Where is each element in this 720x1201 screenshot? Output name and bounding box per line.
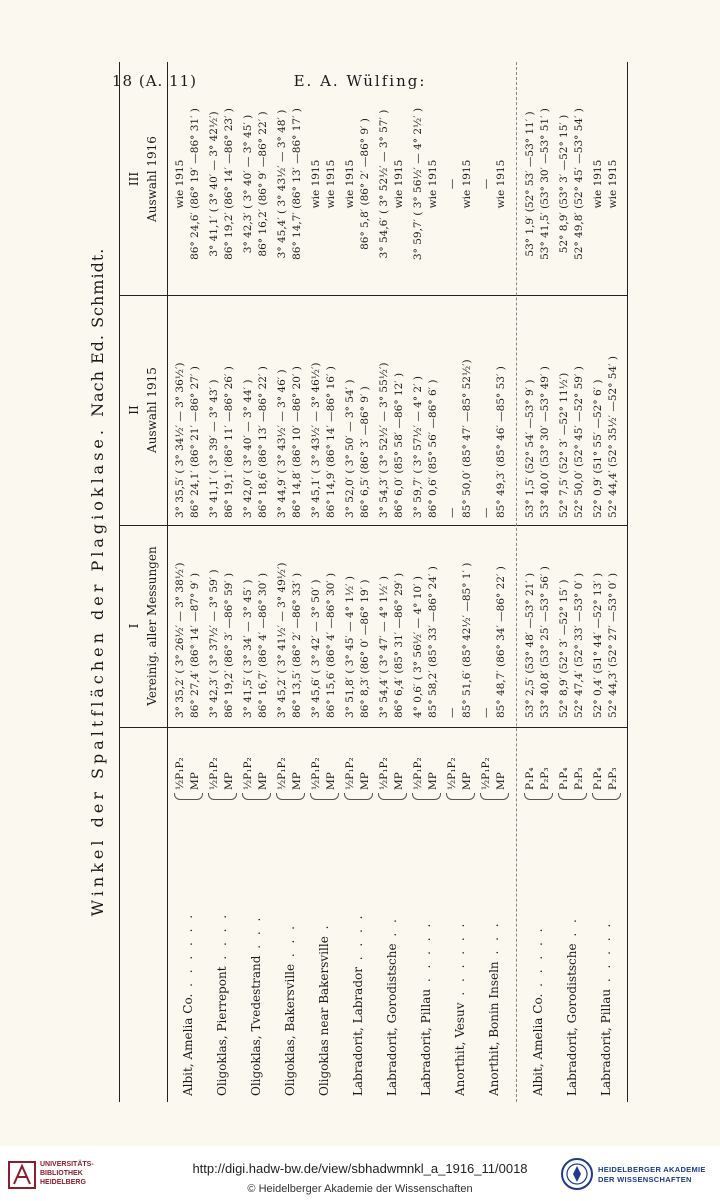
rule-bottom [627, 62, 628, 1102]
value-2: wie 1915 [325, 159, 337, 209]
value-2: 86° 24,1′ (86° 21′ —86° 27′ ) [189, 366, 201, 518]
mineral-name [411, 798, 441, 1096]
mineral-name [241, 798, 271, 1096]
face-index-1: ½P₁P₂ [412, 757, 424, 790]
face-index [479, 730, 509, 790]
mineral-name [343, 798, 373, 1096]
value-1: wie 1915 [344, 159, 356, 209]
value-1: 3° 44,9′ ( 3° 43½′ — 3° 46′ ) [276, 369, 288, 518]
cell-auswahl-1915 [591, 338, 621, 518]
value-2: 86° 14,9′ (86° 14′ —86° 16′ ) [325, 366, 337, 518]
cell-all-measurements [523, 538, 553, 718]
value-1: — [480, 507, 492, 518]
copyright-notice: © Heidelberger Akademie der Wissenschaften [247, 1183, 473, 1195]
value-2: 53° 41,5′ (53° 30′ —53° 51′ ) [539, 108, 551, 260]
value-2: 52° 47,4′ (52° 33′ —53° 0′ ) [573, 572, 585, 718]
mineral-label: Labradorit, Pillau [599, 988, 613, 1096]
face-index-1: P₁P₄ [524, 767, 536, 790]
value-2: 85° 49,3′ (85° 46′ —85° 53′ ) [495, 366, 507, 518]
cell-all-measurements [411, 538, 441, 718]
mineral-name [173, 798, 203, 1096]
value-1: 3° 59,7′ ( 3° 57½′ — 4° 2′ ) [412, 376, 424, 518]
value-2: 86° 19,1′ (86° 11′ —86° 26′ ) [223, 366, 235, 518]
col2-numeral: II [127, 405, 141, 415]
brace-icon [174, 793, 203, 800]
face-index-2: MP [359, 772, 371, 790]
face-index-1: ½P₁P₂ [242, 757, 254, 790]
value-1: 3° 45,6′ ( 3° 42′ — 3° 50′ ) [310, 579, 322, 718]
value-2: 86° 8,3′ (86° 0′ —86° 19′ ) [359, 579, 371, 718]
leader-dots: . . . [283, 923, 297, 964]
value-2: 52° 44,3′ (52° 27′ —53° 0′ ) [607, 572, 619, 718]
value-1: wie 1915 [592, 159, 604, 209]
value-1: 3° 59,7′ ( 3° 56½′ — 4° 2½′ ) [412, 107, 424, 261]
cell-all-measurements [343, 538, 373, 718]
value-1: 52° 7,5′ (52° 3′ —52° 11½′) [558, 372, 570, 518]
cell-all-measurements [173, 538, 203, 718]
value-2: 86° 6,4′ (85° 31′ —86° 29′ ) [393, 572, 405, 718]
cell-auswahl-1916 [241, 84, 271, 284]
cell-all-measurements [241, 538, 271, 718]
academy-wordmark [598, 1165, 706, 1185]
mineral-label: Albit, Amelia Co. [531, 993, 545, 1096]
face-index-2: MP [495, 772, 507, 790]
cell-auswahl-1916 [309, 84, 339, 284]
face-index [275, 730, 305, 790]
value-1: 52° 0,4′ (51° 44′ —52° 13′ ) [592, 572, 604, 718]
brace-icon [344, 793, 373, 800]
value-1: 3° 54,6′ ( 3° 52½′ — 3° 57′ ) [378, 109, 390, 259]
mineral-name [377, 798, 407, 1096]
cell-auswahl-1916 [173, 84, 203, 284]
leader-dots: . . [565, 916, 579, 944]
ub-line1: UNIVERSITÄTS- [40, 1161, 94, 1168]
mineral-label: Labradorit, Labrador [351, 967, 365, 1096]
brace-icon [558, 793, 587, 800]
value-2: 86° 5,8′ (86° 2′ —86° 9′ ) [359, 118, 371, 250]
cell-auswahl-1916 [591, 84, 621, 284]
cell-auswahl-1916 [479, 84, 509, 284]
value-2: 52° 49,8′ (52° 45′ —53° 54′ ) [573, 108, 585, 260]
face-index-1: ½P₁P₂ [276, 757, 288, 790]
table-row [343, 62, 373, 1102]
value-2: wie 1915 [427, 159, 439, 209]
value-2: 85° 50,0′ (85° 47′ —85° 52½′) [461, 359, 473, 518]
cell-auswahl-1916 [207, 84, 237, 284]
value-2: 85° 58,2′ (85° 33′ —86° 24′ ) [427, 566, 439, 718]
col3-header [125, 64, 161, 294]
face-index-1: ½P₁P₂ [208, 757, 220, 790]
face-index-1: ½P₁P₂ [446, 757, 458, 790]
mineral-label: Oligoklas, Bakersville [283, 963, 297, 1096]
cell-auswahl-1915 [309, 338, 339, 518]
running-head-author: E. A. Wülfing: [293, 72, 427, 90]
value-1: — [446, 178, 458, 190]
value-2: 86° 14,8′ (86° 10′ —86° 20′ ) [291, 366, 303, 518]
face-index-1: P₁P₄ [592, 767, 604, 790]
cell-auswahl-1916 [523, 84, 553, 284]
leader-dots: . . . . [351, 912, 365, 968]
value-2: 52° 50,0′ (52° 45′ —52° 59′ ) [573, 366, 585, 518]
mineral-name [309, 798, 339, 1096]
value-1: 3° 54,4′ ( 3° 47′ — 4° 1½′ ) [378, 576, 390, 718]
value-1: — [446, 507, 458, 518]
mineral-label: Labradorit, Gorodistsche [565, 943, 579, 1096]
value-2: 86° 13,5′ (86° 2′ —86° 33′ ) [291, 572, 303, 718]
face-index [309, 730, 339, 790]
leader-dots: . . . . . . [453, 920, 467, 1003]
value-2: 86° 24,6′ (86° 19′ —86° 31′ ) [189, 108, 201, 260]
face-index-1: P₁P₄ [558, 767, 570, 790]
face-index [411, 730, 441, 790]
cell-all-measurements [445, 538, 475, 718]
face-index [343, 730, 373, 790]
cell-auswahl-1916 [557, 84, 587, 284]
cell-auswahl-1915 [275, 338, 305, 518]
face-index [591, 730, 621, 790]
brace-icon [242, 793, 271, 800]
value-1: 53° 1,5′ (52° 54′ —53° 9′ ) [524, 379, 536, 518]
cell-auswahl-1915 [207, 338, 237, 518]
mineral-name [207, 798, 237, 1096]
leader-dots: . . . . . [419, 920, 433, 989]
cell-auswahl-1915 [173, 338, 203, 518]
cell-auswahl-1915 [377, 338, 407, 518]
value-1: 3° 41,1′ ( 3° 39′ — 3° 43′ ) [208, 379, 220, 518]
value-2: 53° 40,0′ (53° 30′ —53° 49′ ) [539, 366, 551, 518]
col1-label: Vereinig. aller Messungen [145, 546, 159, 706]
face-index-1: ½P₁P₂ [378, 757, 390, 790]
table-title-main: Winkel der Spaltflächen der Plagioklase. [88, 426, 107, 917]
value-2: 86° 6,0′ (85° 58′ —86° 12′ ) [393, 372, 405, 518]
cell-auswahl-1916 [445, 84, 475, 284]
value-1: 3° 41,1′ ( 3° 40′ — 3° 42½′) [208, 111, 220, 257]
face-index-2: MP [223, 772, 235, 790]
value-1: 3° 45,4′ ( 3° 43½′ — 3° 48′ ) [276, 109, 288, 259]
value-2: wie 1915 [607, 159, 619, 209]
mineral-name [591, 798, 621, 1096]
col2-header [125, 296, 161, 524]
table-row [309, 62, 339, 1102]
value-1: 53° 1,9′ (52° 53′ —53° 11′ ) [524, 111, 536, 257]
permalink-url[interactable]: http://digi.hadw-bw.de/view/sbhadwmnkl_a_1916_11/0018 [192, 1161, 528, 1176]
value-2: 85° 51,6′ (85° 42½′ —85° 1′ ) [461, 562, 473, 718]
leader-dots: . [317, 922, 331, 937]
mineral-name [557, 798, 587, 1096]
value-2: 86° 0,6′ (85° 56′ —86° 6′ ) [427, 379, 439, 518]
face-index-2: MP [427, 772, 439, 790]
face-index [377, 730, 407, 790]
cell-auswahl-1916 [275, 84, 305, 284]
brace-icon [310, 793, 339, 800]
leader-dots: . . . . . [599, 920, 613, 989]
cell-all-measurements [309, 538, 339, 718]
brace-icon [276, 793, 305, 800]
value-1: 52° 0,9′ (51° 55′ —52° 6′ ) [592, 379, 604, 518]
face-index-2: P₂P₃ [573, 767, 585, 790]
brace-icon [446, 793, 475, 800]
face-index [207, 730, 237, 790]
mineral-name [445, 798, 475, 1096]
value-1: wie 1915 [310, 159, 322, 209]
value-2: 86° 27,4′ (86° 14′ —87° 9′ ) [189, 572, 201, 718]
cell-auswahl-1915 [411, 338, 441, 518]
brace-icon [208, 793, 237, 800]
value-2: 86° 16,2′ (86° 9′ —86° 22′ ) [257, 111, 269, 257]
cell-auswahl-1915 [445, 338, 475, 518]
cell-all-measurements [479, 538, 509, 718]
mineral-label: Oligoklas, Pierrepont [215, 966, 229, 1096]
value-1: 3° 42,3′ ( 3° 40′ — 3° 45′ ) [242, 114, 254, 254]
face-index-1: ½P₁P₂ [174, 757, 186, 790]
value-2: 86° 19,2′ (86° 14′ —86° 23′ ) [223, 108, 235, 260]
academy-line2: DER WISSENSCHAFTEN [598, 1175, 692, 1184]
table-row [591, 62, 621, 1102]
table-row [411, 62, 441, 1102]
face-index [241, 730, 271, 790]
brace-icon [412, 793, 441, 800]
brace-icon [592, 793, 621, 800]
mineral-label: Labradorit, Pillau [419, 988, 433, 1096]
value-1: 3° 51,8′ ( 3° 45′ — 4° 1½′ ) [344, 576, 356, 718]
mineral-name [523, 798, 553, 1096]
value-1: 52° 8,9′ (52° 3′ —52° 15′ ) [558, 579, 570, 718]
face-index [523, 730, 553, 790]
mineral-name [275, 798, 305, 1096]
table-title-source: Nach Ed. Schmidt. [88, 247, 107, 417]
academy-line1: HEIDELBERGER AKADEMIE [598, 1165, 706, 1174]
col1-numeral: I [127, 623, 141, 629]
leader-dots: . . . . . . [181, 911, 195, 994]
cell-all-measurements [591, 538, 621, 718]
face-index-2: P₂P₃ [539, 767, 551, 790]
col3-numeral: III [127, 171, 141, 187]
ub-line3: HEIDELBERG [40, 1179, 86, 1186]
mineral-name [479, 798, 509, 1096]
value-2: 53° 40,8′ (53° 25′ —53° 56′ ) [539, 566, 551, 718]
brace-icon [480, 793, 509, 800]
cell-all-measurements [207, 538, 237, 718]
value-1: 3° 52,0′ ( 3° 50′ — 3° 54′ ) [344, 379, 356, 518]
table-row [241, 62, 271, 1102]
cell-auswahl-1916 [343, 84, 373, 284]
leader-dots: . . . [487, 920, 501, 962]
academy-seal-icon [560, 1157, 594, 1191]
face-index [173, 730, 203, 790]
face-index-1: ½P₁P₂ [480, 757, 492, 790]
mineral-label: Anorthit, Vesuv [453, 1002, 467, 1096]
cell-auswahl-1915 [479, 338, 509, 518]
cell-auswahl-1915 [557, 338, 587, 518]
face-index-1: ½P₁P₂ [344, 757, 356, 790]
cell-auswahl-1915 [523, 338, 553, 518]
value-1: — [446, 707, 458, 718]
col3-label: Auswahl 1916 [145, 136, 159, 222]
value-2: 86° 6,5′ (86° 3′ —86° 9′ ) [359, 386, 371, 518]
mineral-label: Oligoklas, Tvedestrand [249, 955, 263, 1096]
rule-top [119, 62, 120, 1102]
value-1: 4° 0,6′ ( 3° 56½′ — 4° 10′ ) [412, 576, 424, 718]
value-2: 52° 44,4′ (52° 35½′ —52° 54′ ) [607, 356, 619, 518]
table-row [557, 62, 587, 1102]
cell-auswahl-1915 [343, 338, 373, 518]
value-2: 86° 18,6′ (86° 13′ —86° 22′ ) [257, 366, 269, 518]
mineral-label: Oligoklas near Bakersville [317, 936, 331, 1096]
brace-icon [524, 793, 553, 800]
table-row [479, 62, 509, 1102]
cell-all-measurements [377, 538, 407, 718]
value-1: 3° 42,3′ ( 3° 37½′ — 3° 59′ ) [208, 569, 220, 718]
value-1: 3° 42,0′ ( 3° 40′ — 3° 44′ ) [242, 379, 254, 518]
value-2: wie 1915 [461, 159, 473, 209]
rotated-table [83, 62, 673, 1102]
value-1: 52° 8,9′ (53° 3′ —52° 15′ ) [558, 114, 570, 254]
mineral-label: Anorthit, Bonin Inseln [487, 961, 501, 1096]
value-2: 86° 19,2′ (86° 3′ —86° 59′ ) [223, 572, 235, 718]
leader-dots: . . . . . [531, 925, 545, 994]
face-index-2: MP [257, 772, 269, 790]
value-1: 3° 45,1′ ( 3° 43½′ — 3° 46½′) [310, 362, 322, 518]
cell-auswahl-1915 [241, 338, 271, 518]
face-index-1: ½P₁P₂ [310, 757, 322, 790]
face-index-2: MP [325, 772, 337, 790]
value-2: 86° 15,6′ (86° 4′ —86° 30′ ) [325, 572, 337, 718]
value-2: wie 1915 [495, 159, 507, 209]
cell-all-measurements [275, 538, 305, 718]
table-row [275, 62, 305, 1102]
leader-dots: . . . . [215, 911, 229, 967]
cell-all-measurements [557, 538, 587, 718]
ub-line2: BIBLIOTHEK [40, 1170, 83, 1177]
value-1: 3° 45,2′ ( 3° 41½′ — 3° 49½′) [276, 562, 288, 718]
face-index-2: MP [461, 772, 473, 790]
brace-icon [378, 793, 407, 800]
cell-auswahl-1916 [411, 84, 441, 284]
face-index-2: P₂P₃ [607, 767, 619, 790]
page-number: 18 (A. 11) [112, 72, 198, 90]
value-1: wie 1915 [174, 159, 186, 209]
value-1: — [480, 178, 492, 190]
value-1: 3° 54,3′ ( 3° 52½′ — 3° 55½′) [378, 362, 390, 518]
cell-auswahl-1916 [377, 84, 407, 284]
value-2: 86° 16,7′ (86° 4′ —86° 30′ ) [257, 572, 269, 718]
table-row [207, 62, 237, 1102]
value-2: 86° 14,7′ (86° 13′ —86° 17′ ) [291, 108, 303, 260]
mineral-label: Labradorit, Gorodistsche [385, 943, 399, 1096]
col2-label: Auswahl 1915 [145, 367, 159, 453]
face-index-2: MP [189, 772, 201, 790]
table-row [445, 62, 475, 1102]
face-index [557, 730, 587, 790]
table-title [83, 62, 117, 1102]
face-index-2: MP [291, 772, 303, 790]
value-2: wie 1915 [393, 159, 405, 209]
leader-dots: . . [385, 916, 399, 944]
table-row [523, 62, 553, 1102]
face-index [445, 730, 475, 790]
rule-header [167, 62, 168, 1102]
table-row [377, 62, 407, 1102]
col1-header [125, 526, 161, 726]
value-1: 3° 41,5′ ( 3° 34′ — 3° 45′ ) [242, 579, 254, 718]
value-1: — [480, 707, 492, 718]
value-1: 3° 35,5′ ( 3° 34½′ — 3° 36½′) [174, 362, 186, 518]
leader-dots: . . . [249, 914, 263, 956]
value-1: 3° 35,2′ ( 3° 26½′ — 3° 38½′) [174, 562, 186, 718]
mineral-label: Albit, Amelia Co. [181, 993, 195, 1096]
table-row [173, 62, 203, 1102]
rule-section [516, 62, 517, 1102]
value-2: 85° 48,7′ (86° 34′ —86° 22′ ) [495, 566, 507, 718]
value-1: 53° 2,5′ (53° 48′ —53° 21′ ) [524, 572, 536, 718]
face-index-2: MP [393, 772, 405, 790]
